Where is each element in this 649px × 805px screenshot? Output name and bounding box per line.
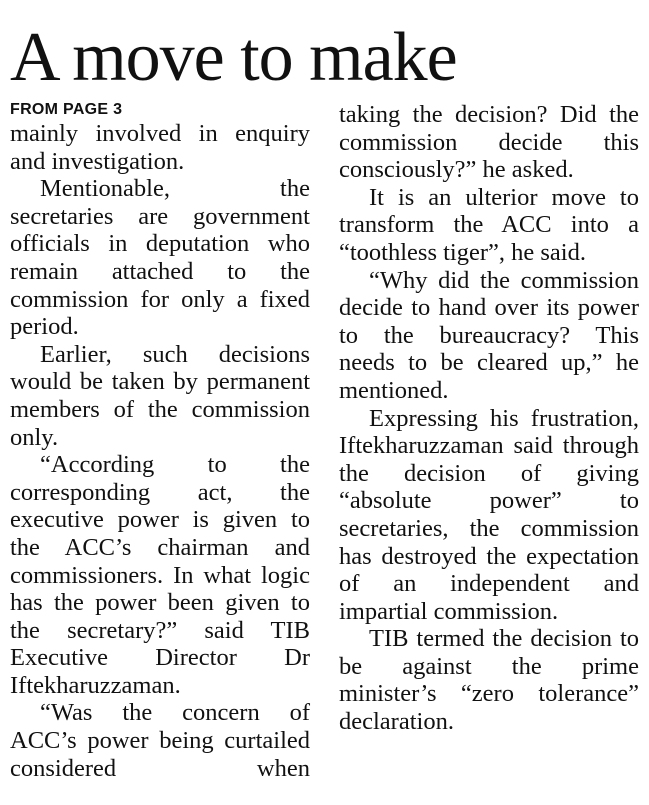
paragraph: It is an ulterior move to transform the ACC into a “toothless tiger”, he said. bbox=[339, 183, 639, 266]
paragraph: “Was the concern of ACC’s power being curtailed considered when bbox=[10, 699, 310, 782]
paragraph: taking the decision? Did the commission decide this consciously?” he asked. bbox=[339, 101, 639, 184]
paragraph: Earlier, such decisions would be taken by permanent members of the commission only. bbox=[10, 340, 310, 451]
paragraph: Expressing his frustration, Iftekharuzzaman said through the decision of giving “absolute power” to secretaries, the commission has destroyed the expectation of an independent and impartial commission. bbox=[339, 404, 639, 625]
paragraph: “According to the corresponding act, the executive power is given to the ACC’s chairman and commissioners. In what logic has the power been given to the secretary?” said TIB Executive Director Dr Iftekharuzzaman. bbox=[10, 451, 310, 699]
paragraph: mainly involved in enquiry and investigation. bbox=[10, 120, 310, 175]
paragraph: “Why did the commission decide to hand over its power to the bureaucracy? This needs to be cleared up,” he mentioned. bbox=[339, 266, 639, 404]
paragraph: Mentionable, the secretaries are government officials in deputation who remain attached to the commission for only a fixed period. bbox=[10, 175, 310, 341]
article-column-left bbox=[10, 101, 310, 782]
headline: A move to make bbox=[10, 19, 457, 96]
continuation-kicker: FROM PAGE 3 bbox=[10, 101, 123, 118]
paragraph: TIB termed the decision to be against the prime minister’s “zero tolerance” declaration. bbox=[339, 625, 639, 736]
article-column-right bbox=[339, 101, 639, 736]
